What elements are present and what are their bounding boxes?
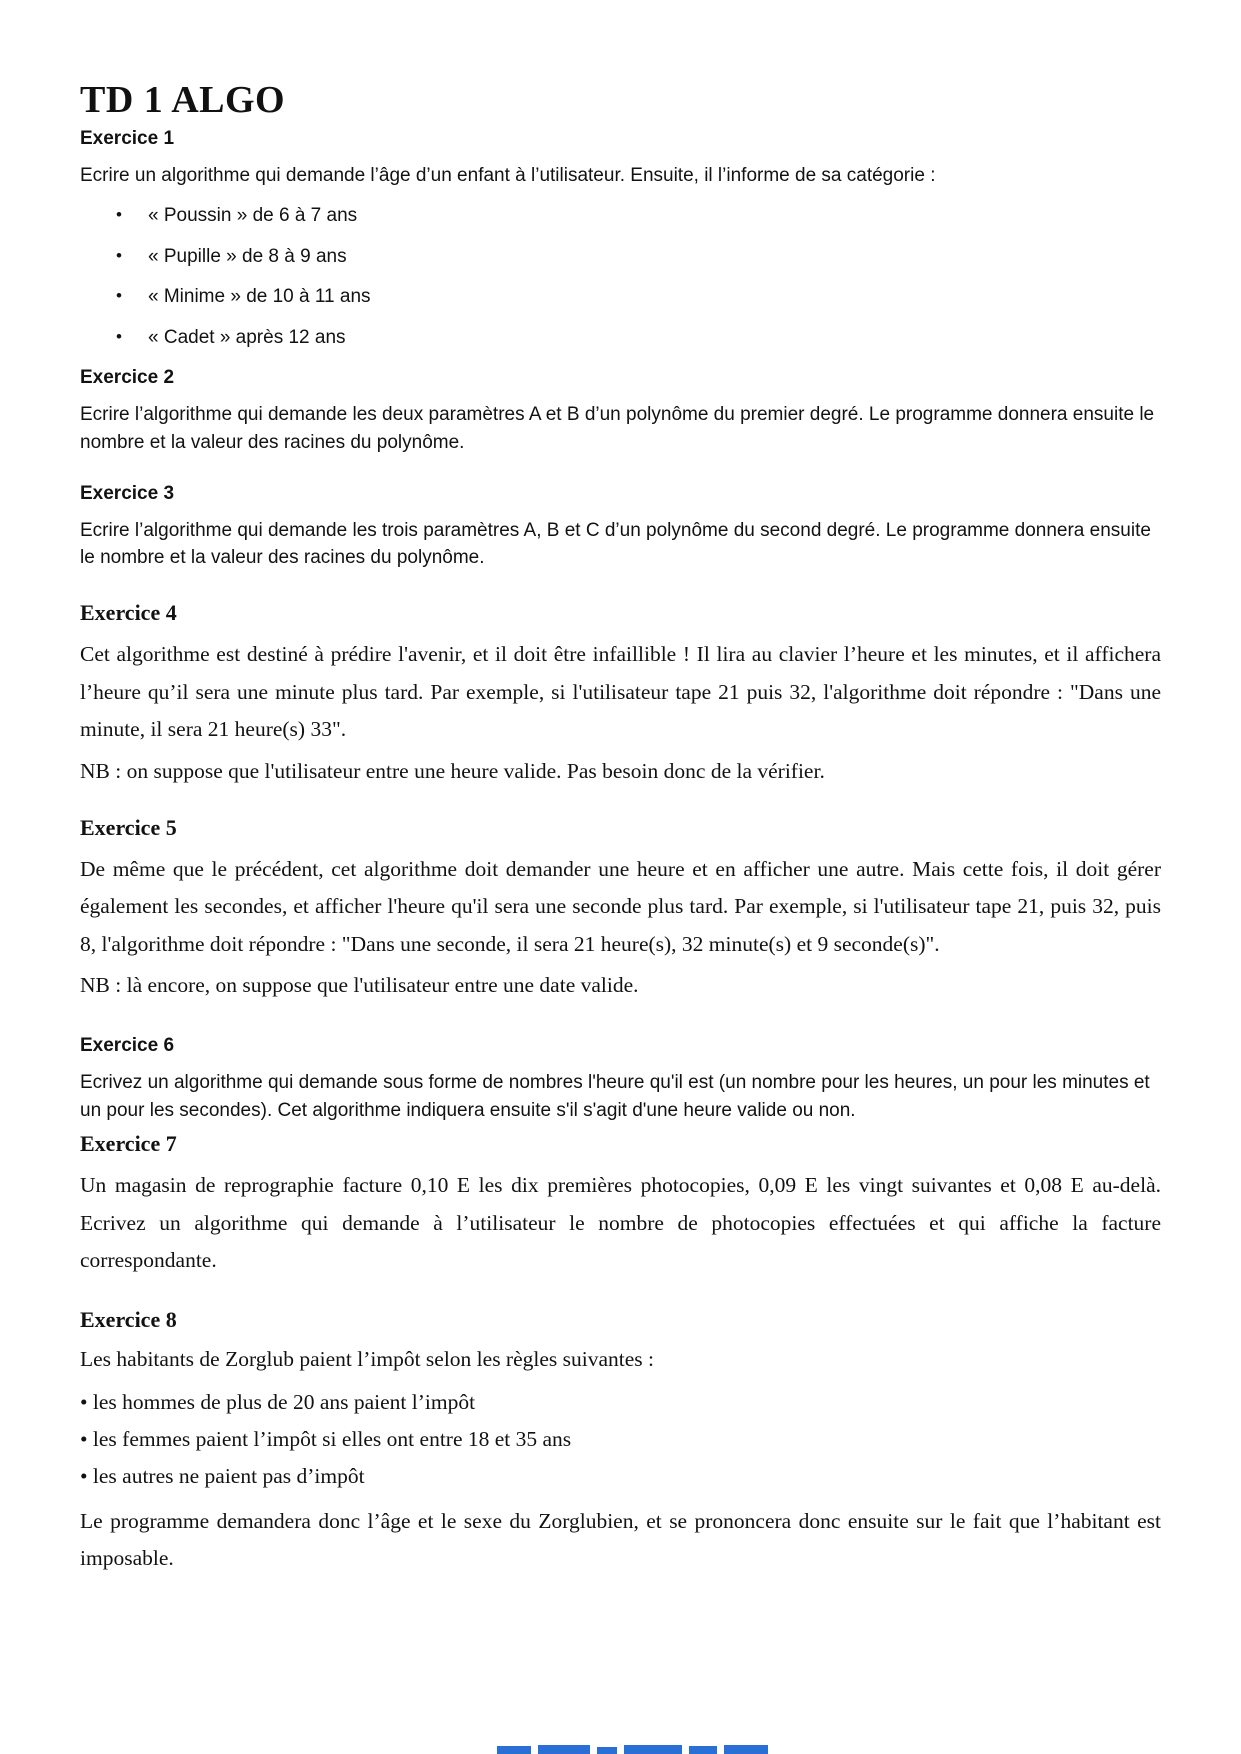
list-item: • « Minime » de 10 à 11 ans xyxy=(80,285,1161,310)
clipped-glyph xyxy=(624,1745,682,1754)
section-exercice-7 xyxy=(80,1131,1161,1279)
clipped-glyph xyxy=(497,1746,531,1754)
exercise-paragraph: Un magasin de reprographie facture 0,10 E les dix premières photocopies, 0,09 E les vingt suivantes et 0,08 E au-delà. Ecrivez un algorithme qui demande à l’utilisateur le nombre de photocopies effectuées et qui affiche la facture correspondante. xyxy=(80,1173,1161,1272)
exercise-paragraph: Cet algorithme est destiné à prédire l'avenir, et il doit être infaillible ! Il lira au clavier l’heure et les minutes, et il affichera l’heure qu’il sera une minute plus tard. Par exemple, si l'utilisateur tape 21 puis 32, l'algorithme doit répondre : "Dans une minute, il sera 21 heure(s) 33". xyxy=(80,642,1161,742)
section-exercice-4 xyxy=(80,600,1161,786)
exercise-paragraph: Ecrire l’algorithme qui demande les deux paramètres A et B d’un polynôme du premier degré. Le programme donnera ensuite le nombre et la valeur des racines du polynôme. xyxy=(80,403,1155,453)
clipped-glyph xyxy=(597,1747,617,1754)
exercise-heading: Exercice 8 xyxy=(80,1307,177,1333)
tax-rules-list xyxy=(80,1384,1161,1495)
exercise-paragraph: Les habitants de Zorglub paient l’impôt selon les règles suivantes : xyxy=(80,1347,655,1372)
exercise-heading: Exercice 5 xyxy=(80,814,177,840)
exercise-heading: Exercice 1 xyxy=(80,128,175,149)
clipped-footer-link[interactable] xyxy=(497,1745,768,1754)
section-exercice-5 xyxy=(80,815,1161,1001)
exercise-heading: Exercice 3 xyxy=(80,482,175,504)
page-title: TD 1 ALGO xyxy=(80,79,286,121)
section-exercice-8 xyxy=(80,1307,1161,1577)
exercise-paragraph: Ecrire l’algorithme qui demande les trois paramètres A, B et C d’un polynôme du second degré. Le programme donnera ensuite le nombre et la valeur des racines du polynôme. xyxy=(80,519,1151,569)
section-exercice-2 xyxy=(80,367,1161,457)
clipped-glyph xyxy=(724,1745,768,1754)
exercise-paragraph: Ecrivez un algorithme qui demande sous forme de nombres l'heure qu'il est (un nombre pour les heures, un pour les minutes et un pour les secondes). Cet algorithme indiquera ensuite s'il s'agit d'une heure valide ou non. xyxy=(80,1072,1150,1122)
exercise-heading: Exercice 6 xyxy=(80,1035,175,1057)
category-bullet-list xyxy=(80,204,1161,351)
section-exercice-1 xyxy=(80,128,1161,351)
exercise-paragraph: De même que le précédent, cet algorithme doit demander une heure et en afficher une autre. Mais cette fois, il doit gérer également les secondes, et afficher l'heure qu'il sera une seconde plus tard. Par exemple, si l'utilisateur tape 21, puis 32, puis 8, l'algorithme doit répondre : "Dans une seconde, il sera 21 heure(s), 32 minute(s) et 9 seconde(s)". xyxy=(80,856,1161,956)
exercise-heading: Exercice 4 xyxy=(80,600,177,626)
list-item: • les hommes de plus de 20 ans paient l’impôt xyxy=(80,1384,1161,1421)
exercise-heading: Exercice 2 xyxy=(80,366,175,388)
list-item: • « Pupille » de 8 à 9 ans xyxy=(80,245,1161,270)
section-exercice-3 xyxy=(80,483,1161,573)
clipped-glyph xyxy=(538,1745,590,1754)
list-item: • les femmes paient l’impôt si elles ont entre 18 et 35 ans xyxy=(80,1421,1161,1458)
list-item: • « Cadet » après 12 ans xyxy=(80,326,1161,351)
list-item: • les autres ne paient pas d’impôt xyxy=(80,1458,1161,1495)
exercise-paragraph: Ecrire un algorithme qui demande l’âge d’un enfant à l’utilisateur. Ensuite, il l’informe de sa catégorie : xyxy=(80,165,936,186)
exercise-note: NB : on suppose que l'utilisateur entre une heure valide. Pas besoin donc de la vérifier. xyxy=(80,758,825,783)
exercise-heading: Exercice 7 xyxy=(80,1131,177,1157)
clipped-glyph xyxy=(689,1746,717,1754)
section-exercice-6 xyxy=(80,1035,1161,1125)
exercise-paragraph: Le programme demandera donc l’âge et le sexe du Zorglubien, et se prononcera donc ensuite sur le fait que l’habitant est imposable. xyxy=(80,1508,1161,1570)
list-item: • « Poussin » de 6 à 7 ans xyxy=(80,204,1161,229)
exercise-note: NB : là encore, on suppose que l'utilisateur entre une date valide. xyxy=(80,973,639,998)
